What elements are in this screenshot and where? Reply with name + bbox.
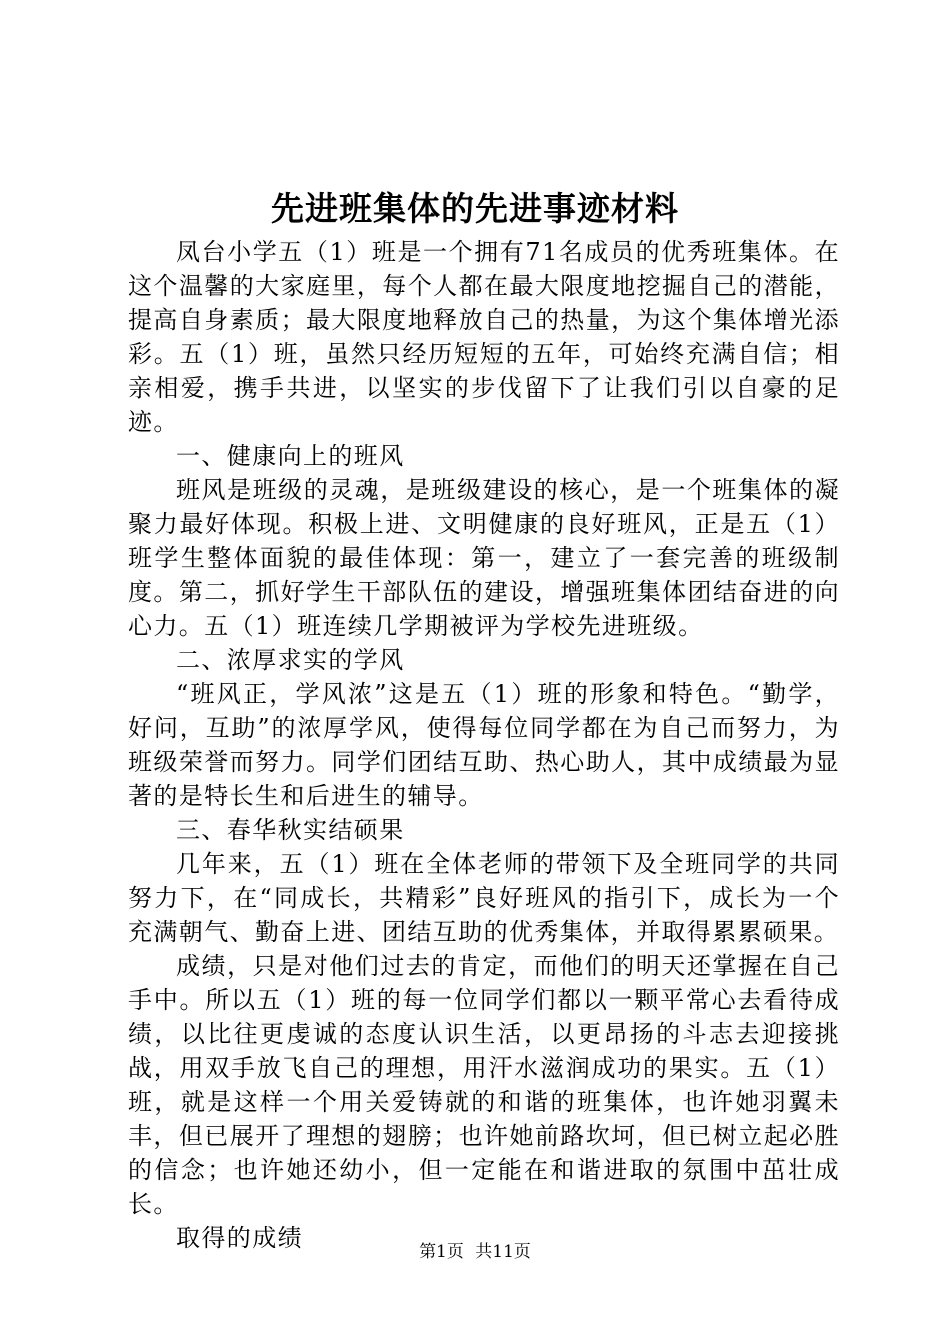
page-footer (0, 1240, 950, 1264)
section-heading-results: 取得的成绩 (176, 1224, 303, 1252)
paragraph-study-spirit: “班风正，学风浓”这是五（1）班的形象和特色。“勤学，好问，互助”的浓厚学风，使得每位同学都在为自己而努力，为班级荣誉而努力。同学们团结互助、热心助人，其中成绩最为显著的是特长生和后进生的辅导。 (128, 680, 840, 810)
page-number: 第1页 (419, 1242, 464, 1262)
page-total: 共11页 (475, 1242, 531, 1262)
paragraph-class-spirit: 班风是班级的灵魂，是班级建设的核心，是一个班集体的凝聚力最好体现。积极上进、文明健康的良好班风，正是五（1）班学生整体面貌的最佳体现：第一，建立了一套完善的班级制度。第二，抓好学生干部队伍的建设，增强班集体团结奋进的向心力。五（1）班连续几学期被评为学校先进班级。 (128, 476, 840, 640)
section-heading-3: 三、春华秋实结硕果 (176, 816, 405, 844)
paragraph-intro: 凤台小学五（1）班是一个拥有71名成员的优秀班集体。在这个温馨的大家庭里，每个人都在最大限度地挖掘自己的潜能，提高自身素质；最大限度地释放自己的热量，为这个集体增光添彩。五（1）班，虽然只经历短短的五年，可始终充满自信；相亲相爱，携手共进，以坚实的步伐留下了让我们引以自豪的足迹。 (128, 238, 840, 436)
paragraph-future: 成绩，只是对他们过去的肯定，而他们的明天还掌握在自己手中。所以五（1）班的每一位同学们都以一颗平常心去看待成绩，以比往更虔诚的态度认识生活，以更昂扬的斗志去迎接挑战，用双手放飞自己的理想，用汗水滋润成功的果实。五（1）班，就是这样一个用关爱铸就的和谐的班集体，也许她羽翼未丰，但已展开了理想的翅膀；也许她前路坎坷，但已树立起必胜的信念；也许她还幼小，但一定能在和谐进取的氛围中茁壮成长。 (128, 952, 840, 1218)
section-heading-1: 一、健康向上的班风 (176, 442, 405, 470)
document-title: 先进班集体的先进事迹材料 (271, 189, 679, 228)
section-heading-2: 二、浓厚求实的学风 (176, 646, 405, 674)
document-body (128, 235, 840, 1255)
paragraph-achievements: 几年来，五（1）班在全体老师的带领下及全班同学的共同努力下，在“同成长，共精彩”良好班风的指引下，成长为一个充满朝气、勤奋上进、团结互助的优秀集体，并取得累累硕果。 (128, 850, 840, 946)
